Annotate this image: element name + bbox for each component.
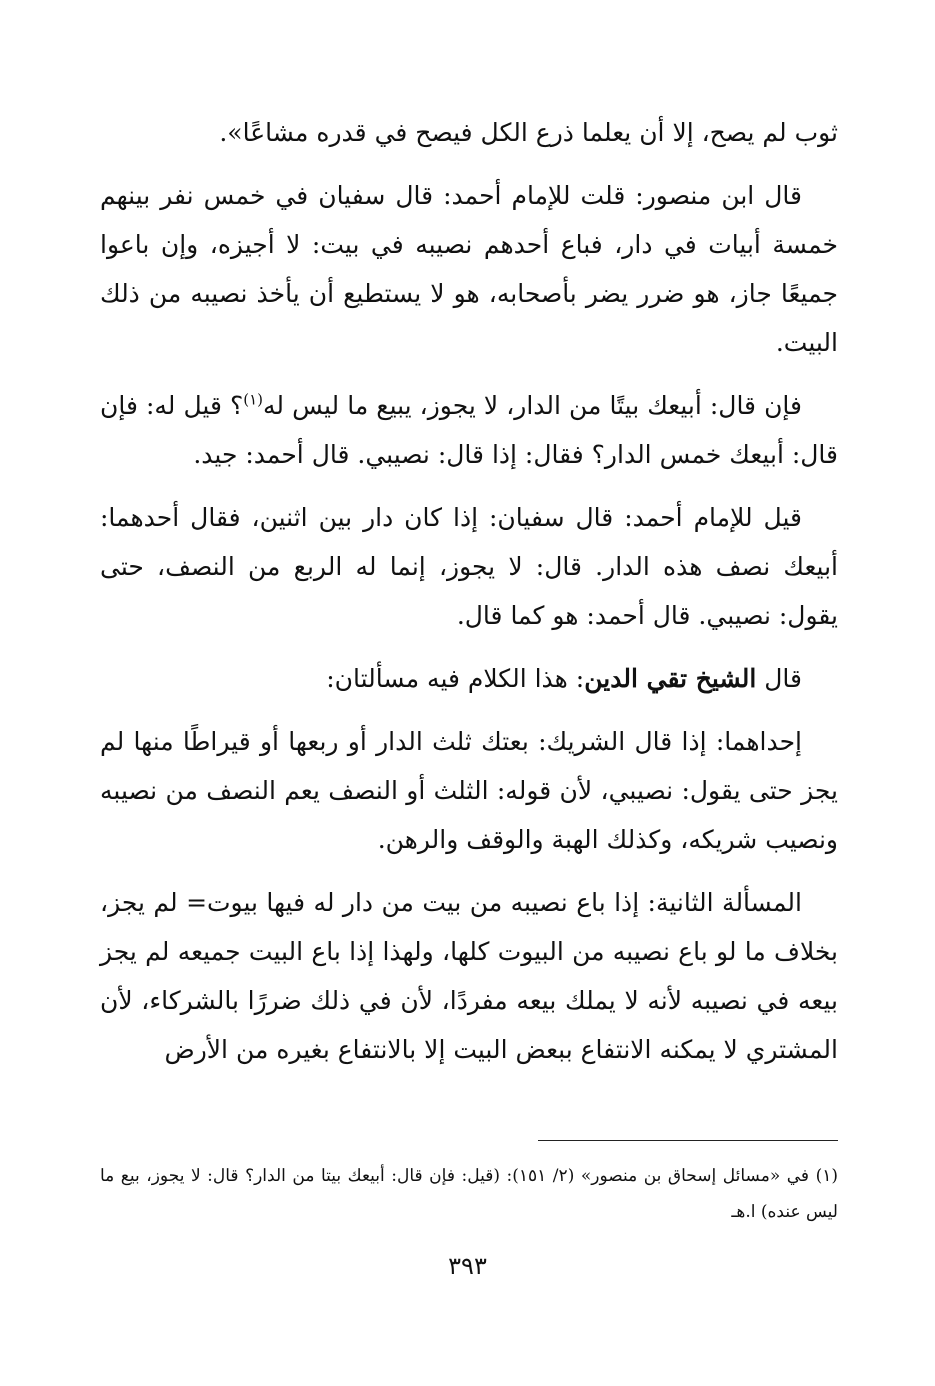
paragraph-3-text-end: ؟ قيل له: فإن قال: أبيعك خمس الدار؟ فقال: إذا قال: نصيبي. قال أحمد: جيد.: [100, 391, 838, 469]
paragraph-1-text: ثوب لم يصح، إلا أن يعلما ذرع الكل فيصح في قدره مشاعًا».: [219, 118, 838, 147]
paragraph-2-text: قال ابن منصور: قلت للإمام أحمد: قال سفيان في خمس نفر بينهم خمسة أبيات في دار، فباع أحدهم نصيبه في بيت: لا أجيزه، وإن باعوا جميعًا جاز، هو ضرر يضر بأصحابه، هو لا يستطيع أن يأخذ نصيبه من ذلك البيت.: [100, 181, 838, 357]
paragraph-6: [100, 717, 838, 864]
paragraph-7-text: المسألة الثانية: إذا باع نصيبه من بيت من دار له فيها بيوت= لم يجز، بخلاف ما لو باع نصيبه من البيوت كلها، ولهذا إذا باع البيت جميعه لم يجز بيعه في نصيبه لأنه لا يملك بيعه مفردًا، لأن في ذلك ضررًا بالشركاء، لأن المشتري لا يمكنه الانتفاع ببعض البيت إلا بالانتفاع بغيره من الأرض: [100, 888, 838, 1064]
paragraph-2: [100, 171, 838, 367]
paragraph-5-prefix: قال: [756, 664, 802, 693]
page-number: ٣٩٣: [448, 1252, 487, 1280]
footnote-text: في «مسائل إسحاق بن منصور» (٢/ ١٥١): (قيل: فإن قال: أبيعك بيتا من الدار؟ قال: لا يجوز، بيع ما ليس عنده) ا.هـ: [100, 1166, 838, 1222]
paragraph-5: [100, 654, 838, 703]
speaker-name: الشيخ تقي الدين: [584, 664, 757, 693]
footnote: [100, 1158, 838, 1230]
paragraph-3: [100, 381, 838, 479]
paragraph-4-text: قيل للإمام أحمد: قال سفيان: إذا كان دار بين اثنين، فقال أحدهما: أبيعك نصف هذه الدار. قال: لا يجوز، إنما له الربع من النصف، حتى يقول: نصيبي. قال أحمد: هو كما قال.: [100, 503, 838, 630]
footnote-reference-1: (١): [243, 390, 264, 409]
paragraph-3-text-start: فإن قال: أبيعك بيتًا من الدار، لا يجوز، يبيع ما ليس له: [263, 391, 802, 420]
paragraph-5-text: : هذا الكلام فيه مسألتان:: [326, 664, 585, 693]
paragraph-6-text: إحداهما: إذا قال الشريك: بعتك ثلث الدار أو ربعها أو قيراطًا منها لم يجز حتى يقول: نصيبي، لأن قوله: الثلث أو النصف يعم النصف من نصيبه ونصيب شريكه، وكذلك الهبة والوقف والرهن.: [100, 727, 838, 854]
footnote-number: (١): [815, 1166, 838, 1186]
footnote-separator: [538, 1140, 838, 1141]
main-text: [100, 108, 838, 1088]
paragraph-7: [100, 878, 838, 1074]
paragraph-4: [100, 493, 838, 640]
paragraph-1: [100, 108, 838, 157]
